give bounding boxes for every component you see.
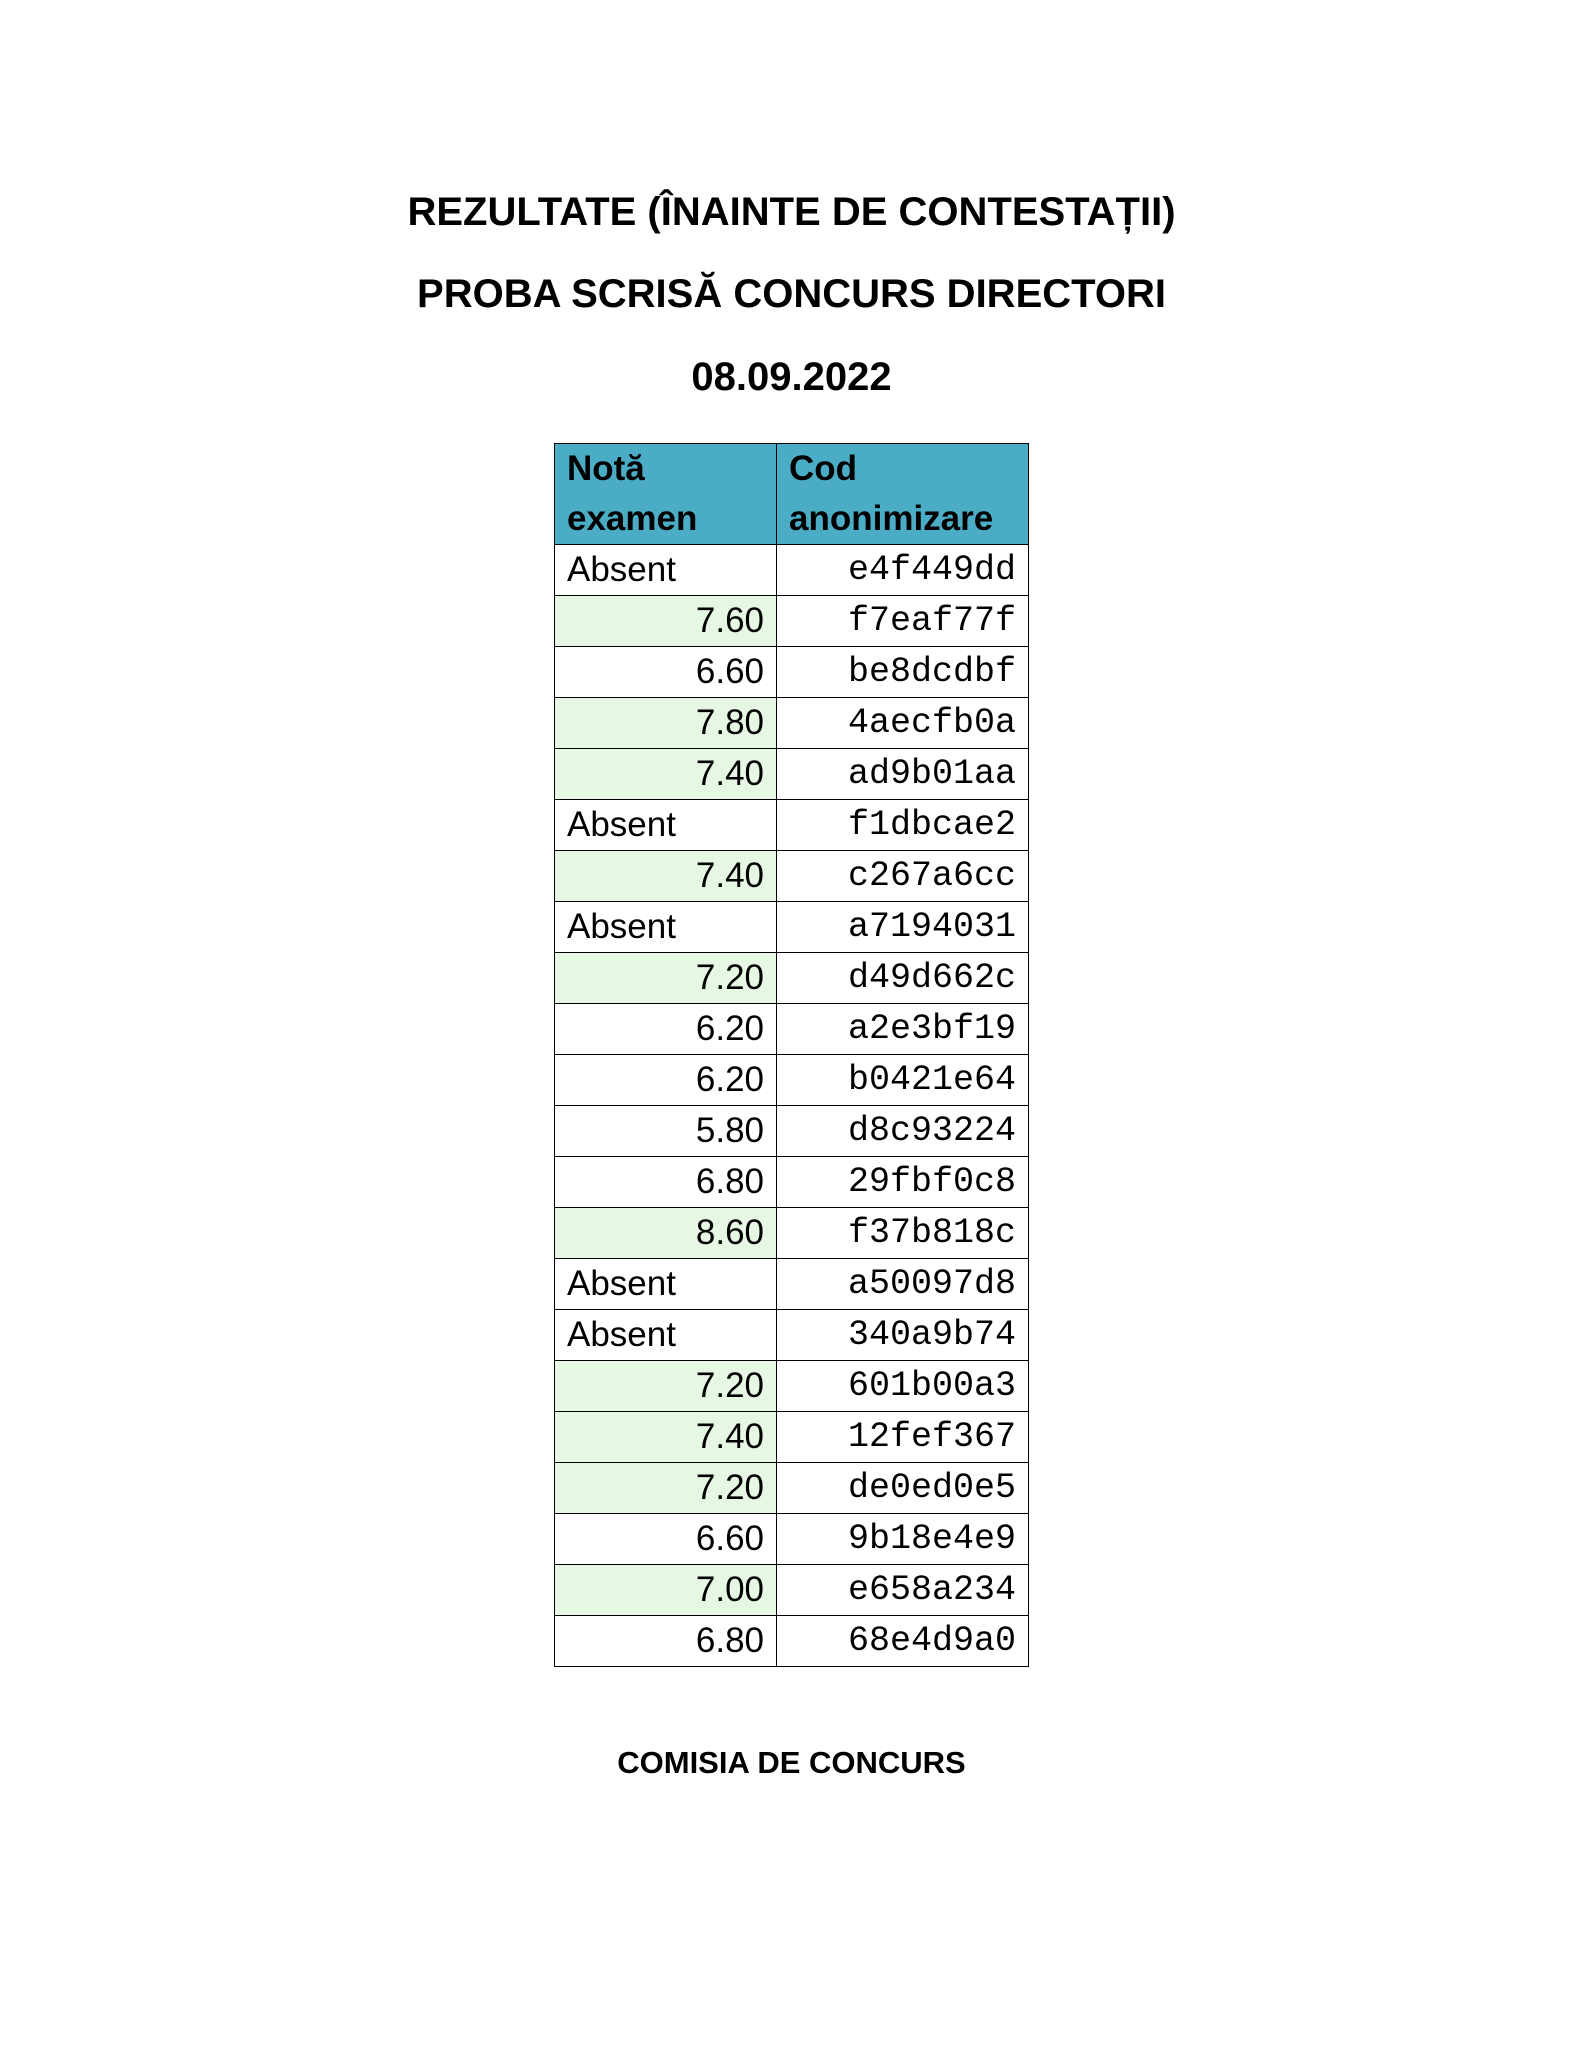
code-cell: f1dbcae2 bbox=[777, 800, 1029, 851]
grade-cell: 7.80 bbox=[555, 698, 777, 749]
table-row bbox=[555, 1259, 1029, 1310]
table-row bbox=[555, 749, 1029, 800]
grade-cell: 6.60 bbox=[555, 1514, 777, 1565]
table-row bbox=[555, 1310, 1029, 1361]
results-table-header-row bbox=[555, 444, 1029, 545]
grade-cell: 6.20 bbox=[555, 1004, 777, 1055]
column-header-code-line-2: anonimizare bbox=[789, 499, 994, 538]
document-subtitle: PROBA SCRISĂ CONCURS DIRECTORI bbox=[417, 272, 1166, 316]
code-cell: f37b818c bbox=[777, 1208, 1029, 1259]
code-cell: 12fef367 bbox=[777, 1412, 1029, 1463]
grade-cell: 6.20 bbox=[555, 1055, 777, 1106]
grade-cell: 6.80 bbox=[555, 1616, 777, 1667]
code-cell: e658a234 bbox=[777, 1565, 1029, 1616]
code-cell: 340a9b74 bbox=[777, 1310, 1029, 1361]
code-cell: de0ed0e5 bbox=[777, 1463, 1029, 1514]
column-header-grade-line-1: Notă bbox=[567, 449, 645, 488]
column-header-grade-line-2: examen bbox=[567, 499, 698, 538]
results-table-body bbox=[555, 545, 1029, 1667]
code-cell: d8c93224 bbox=[777, 1106, 1029, 1157]
code-cell: a7194031 bbox=[777, 902, 1029, 953]
code-cell: d49d662c bbox=[777, 953, 1029, 1004]
grade-cell: 6.80 bbox=[555, 1157, 777, 1208]
grade-cell: Absent bbox=[555, 800, 777, 851]
table-row bbox=[555, 800, 1029, 851]
table-row bbox=[555, 1616, 1029, 1667]
column-header-code-line-1: Cod bbox=[789, 449, 858, 488]
table-row bbox=[555, 953, 1029, 1004]
grade-cell: 7.20 bbox=[555, 953, 777, 1004]
table-row bbox=[555, 1106, 1029, 1157]
code-cell: e4f449dd bbox=[777, 545, 1029, 596]
table-row bbox=[555, 596, 1029, 647]
code-cell: a2e3bf19 bbox=[777, 1004, 1029, 1055]
code-cell: 68e4d9a0 bbox=[777, 1616, 1029, 1667]
document-title: REZULTATE (ÎNAINTE DE CONTESTAȚII) bbox=[407, 190, 1176, 234]
grade-cell: 7.00 bbox=[555, 1565, 777, 1616]
table-row bbox=[555, 1565, 1029, 1616]
column-header-code bbox=[777, 444, 1029, 545]
table-row bbox=[555, 902, 1029, 953]
code-cell: f7eaf77f bbox=[777, 596, 1029, 647]
code-cell: b0421e64 bbox=[777, 1055, 1029, 1106]
code-cell: 29fbf0c8 bbox=[777, 1157, 1029, 1208]
results-table bbox=[554, 443, 1029, 1667]
table-row bbox=[555, 1157, 1029, 1208]
grade-cell: 7.40 bbox=[555, 1412, 777, 1463]
grade-cell: Absent bbox=[555, 1259, 777, 1310]
table-row bbox=[555, 1514, 1029, 1565]
code-cell: 601b00a3 bbox=[777, 1361, 1029, 1412]
grade-cell: 7.60 bbox=[555, 596, 777, 647]
code-cell: ad9b01aa bbox=[777, 749, 1029, 800]
grade-cell: 7.20 bbox=[555, 1463, 777, 1514]
document-date: 08.09.2022 bbox=[691, 355, 892, 399]
table-row bbox=[555, 851, 1029, 902]
table-row bbox=[555, 1463, 1029, 1514]
grade-cell: 8.60 bbox=[555, 1208, 777, 1259]
table-row bbox=[555, 1208, 1029, 1259]
table-row bbox=[555, 698, 1029, 749]
grade-cell: 7.40 bbox=[555, 851, 777, 902]
table-row bbox=[555, 1361, 1029, 1412]
code-cell: a50097d8 bbox=[777, 1259, 1029, 1310]
grade-cell: 5.80 bbox=[555, 1106, 777, 1157]
grade-cell: 7.40 bbox=[555, 749, 777, 800]
table-row bbox=[555, 1004, 1029, 1055]
table-row bbox=[555, 1412, 1029, 1463]
code-cell: 9b18e4e9 bbox=[777, 1514, 1029, 1565]
grade-cell: Absent bbox=[555, 902, 777, 953]
column-header-grade bbox=[555, 444, 777, 545]
code-cell: 4aecfb0a bbox=[777, 698, 1029, 749]
grade-cell: 6.60 bbox=[555, 647, 777, 698]
code-cell: c267a6cc bbox=[777, 851, 1029, 902]
grade-cell: 7.20 bbox=[555, 1361, 777, 1412]
grade-cell: Absent bbox=[555, 545, 777, 596]
table-row bbox=[555, 1055, 1029, 1106]
grade-cell: Absent bbox=[555, 1310, 777, 1361]
table-row bbox=[555, 647, 1029, 698]
code-cell: be8dcdbf bbox=[777, 647, 1029, 698]
table-row bbox=[555, 545, 1029, 596]
footer-signature: COMISIA DE CONCURS bbox=[617, 1745, 966, 1780]
